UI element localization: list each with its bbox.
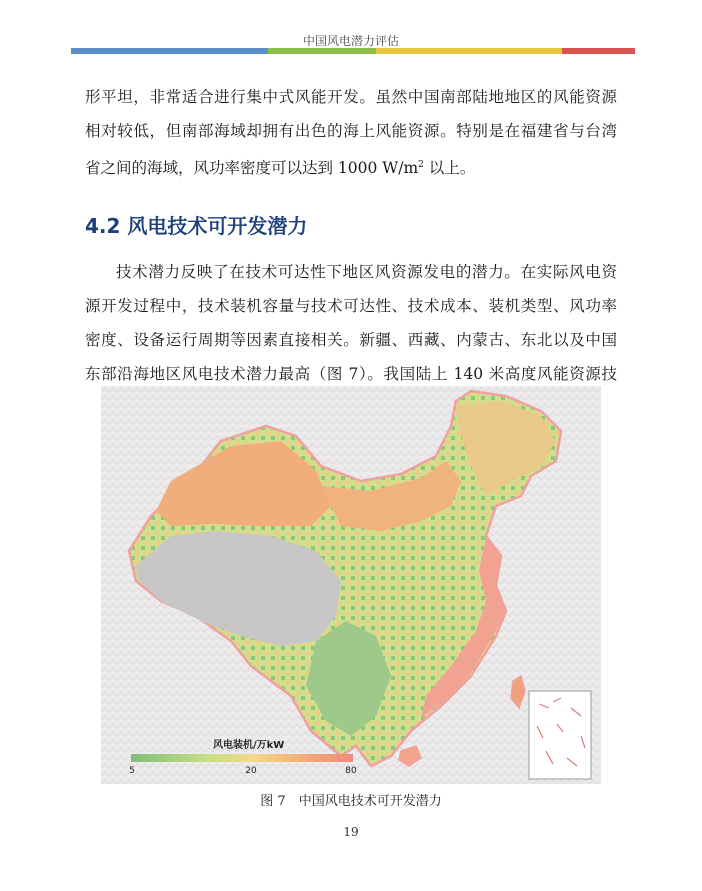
page-number: 19 (343, 825, 359, 839)
header-bar-green (268, 48, 375, 54)
south-china-sea-inset (529, 691, 591, 779)
running-header: 中国风电潜力评估 (302, 34, 399, 48)
header-bar-red (562, 48, 635, 54)
paragraph-1-line-3-tail: 以上。 (423, 159, 476, 178)
superscript-2: 2 (418, 160, 424, 170)
legend-tick-5: 5 (129, 766, 135, 776)
paragraph-2-line-2: 源开发过程中，技术装机容量与技术可达性、技术成本、装机类型、风功率 (85, 297, 617, 315)
paragraph-1-line-2: 相对较低，但南部海域却拥有出色的海上风能资源。特别是在福建省与台湾 (85, 122, 617, 140)
header-bar-yellow (376, 48, 562, 54)
paragraph-1 (85, 80, 617, 185)
legend-tick-80: 80 (345, 766, 357, 776)
paragraph-2 (85, 255, 617, 391)
paragraph-2-line-4: 东部沿海地区风电技术潜力最高（图 7）。我国陆上 140 米高度风能资源技 (85, 365, 617, 383)
paragraph-1-line-1: 形平坦，非常适合进行集中式风能开发。虽然中国南部陆地地区的风能资源 (85, 88, 617, 106)
paragraph-1-line-3 (85, 148, 617, 185)
figure-caption: 图 7 中国风电技术可开发潜力 (260, 794, 442, 809)
header-bar-blue (71, 48, 268, 54)
legend-title: 风电装机/万kW (213, 740, 285, 751)
header-color-bar (71, 48, 635, 54)
section-heading: 4.2 风电技术可开发潜力 (85, 214, 308, 238)
wind-potential-map (101, 386, 601, 784)
paragraph-2-line-3: 密度、设备运行周期等因素直接相关。新疆、西藏、内蒙古、东北以及中国 (85, 331, 617, 349)
paragraph-2-line-1: 技术潜力反映了在技术可达性下地区风资源发电的潜力。在实际风电资 (116, 263, 617, 281)
paragraph-1-line-3-text: 省之间的海域，风功率密度可以达到 1000 W/m (85, 159, 419, 178)
legend-color-scale (131, 754, 353, 762)
legend-tick-20: 20 (245, 766, 257, 776)
